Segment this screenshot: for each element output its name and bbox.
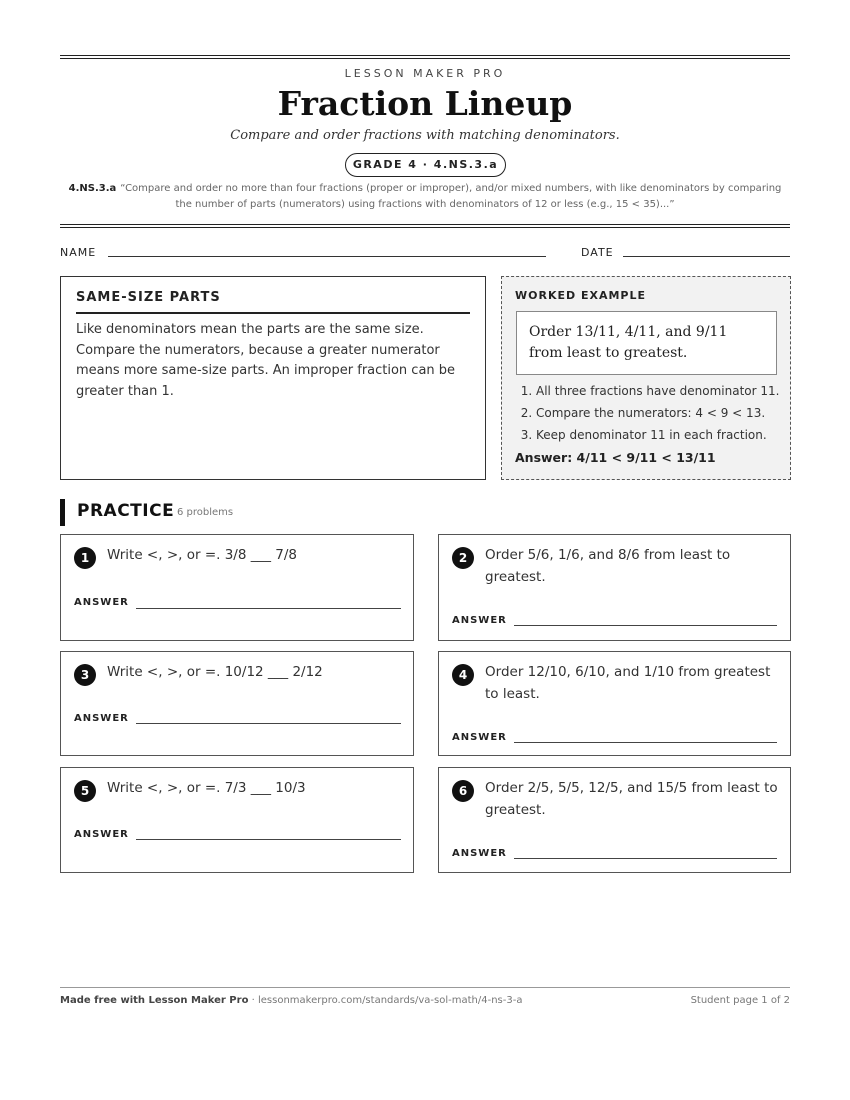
header-bottom-double-rule <box>60 224 790 228</box>
practice-count: 6 problems <box>177 507 234 518</box>
worked-example-steps <box>502 380 806 446</box>
problem-card-4 <box>438 651 791 756</box>
worked-example-box <box>501 276 791 480</box>
answer-label: ANSWER <box>452 615 507 626</box>
problem-number: 4 <box>452 664 474 686</box>
problem-card-3 <box>60 651 414 756</box>
top-double-rule <box>60 55 790 59</box>
answer-field[interactable] <box>136 723 401 724</box>
problem-card-6 <box>438 767 791 873</box>
answer-label: ANSWER <box>74 597 129 608</box>
problem-text: Order 2/5, 5/5, 12/5, and 15/5 from least to greatest. <box>485 780 778 818</box>
problem-number: 6 <box>452 780 474 802</box>
problem-number: 3 <box>74 664 96 686</box>
problem-number: 5 <box>74 780 96 802</box>
answer-field[interactable] <box>514 858 777 859</box>
worked-example-heading: WORKED EXAMPLE <box>515 289 646 302</box>
page-title: Fraction Lineup <box>277 84 573 123</box>
answer-label: ANSWER <box>452 848 507 859</box>
standard-text <box>62 181 788 213</box>
footer-credit <box>60 995 522 1006</box>
answer-field[interactable] <box>136 839 401 840</box>
problem-card-5 <box>60 767 414 873</box>
problem-card-1 <box>60 534 414 641</box>
concept-heading: SAME-SIZE PARTS <box>76 290 470 314</box>
problem-text: Write <, >, or =. 3/8 ___ 7/8 <box>107 547 298 563</box>
concept-body: Like denominators mean the parts are the same size. Compare the numerators, because a greater numerator means more same-size parts. An improper fraction can be greater than 1. <box>76 322 456 399</box>
answer-label: ANSWER <box>452 732 507 743</box>
problem-text: Order 12/10, 6/10, and 1/10 from greatest to least. <box>485 664 771 702</box>
standard-quote: “Compare and order no more than four fractions (proper or improper), and/or mixed numbers, with like denominators by comparing the number of parts (numerators) using fractions with denominators of 12 or less (e.g., 15 < 35)...” <box>120 183 782 210</box>
brand-name: LESSON MAKER PRO <box>344 67 506 80</box>
name-field[interactable] <box>108 256 546 257</box>
problem-text: Write <, >, or =. 10/12 ___ 2/12 <box>107 664 323 680</box>
date-field[interactable] <box>623 256 790 257</box>
grade-badge: GRADE 4 · 4.NS.3.a <box>345 153 506 177</box>
footer-made-with: Made free with Lesson Maker Pro <box>60 995 249 1006</box>
concept-box <box>60 276 486 480</box>
answer-field[interactable] <box>136 608 401 609</box>
problem-text: Write <, >, or =. 7/3 ___ 10/3 <box>107 780 306 796</box>
footer-url[interactable]: · lessonmakerpro.com/standards/va-sol-math/4-ns-3-a <box>248 995 523 1006</box>
answer-label: ANSWER <box>74 829 129 840</box>
problem-card-2 <box>438 534 791 641</box>
problem-number: 2 <box>452 547 474 569</box>
answer-field[interactable] <box>514 625 777 626</box>
date-label: DATE <box>581 246 614 259</box>
worked-example-step: 3. Keep denominator 11 in each fraction. <box>536 424 806 446</box>
practice-heading: PRACTICE <box>77 501 175 521</box>
answer-field[interactable] <box>514 742 777 743</box>
page-subtitle: Compare and order fractions with matching denominators. <box>230 128 620 143</box>
problem-text: Order 5/6, 1/6, and 8/6 from least to greatest. <box>485 547 731 585</box>
answer-label: ANSWER <box>74 713 129 724</box>
name-label: NAME <box>60 246 97 259</box>
problem-number: 1 <box>74 547 96 569</box>
practice-accent-bar <box>60 499 65 526</box>
footer-page-number: Student page 1 of 2 <box>690 995 790 1006</box>
standard-code: 4.NS.3.a <box>68 183 117 194</box>
footer-rule <box>60 987 790 988</box>
worked-example-step: 2. Compare the numerators: 4 < 9 < 13. <box>536 402 806 424</box>
worked-example-question: Order 13/11, 4/11, and 9/11 from least to greatest. <box>516 311 777 375</box>
worked-example-step: 1. All three fractions have denominator 11. <box>536 380 806 402</box>
worked-example-answer: Answer: 4/11 < 9/11 < 13/11 <box>515 450 716 465</box>
